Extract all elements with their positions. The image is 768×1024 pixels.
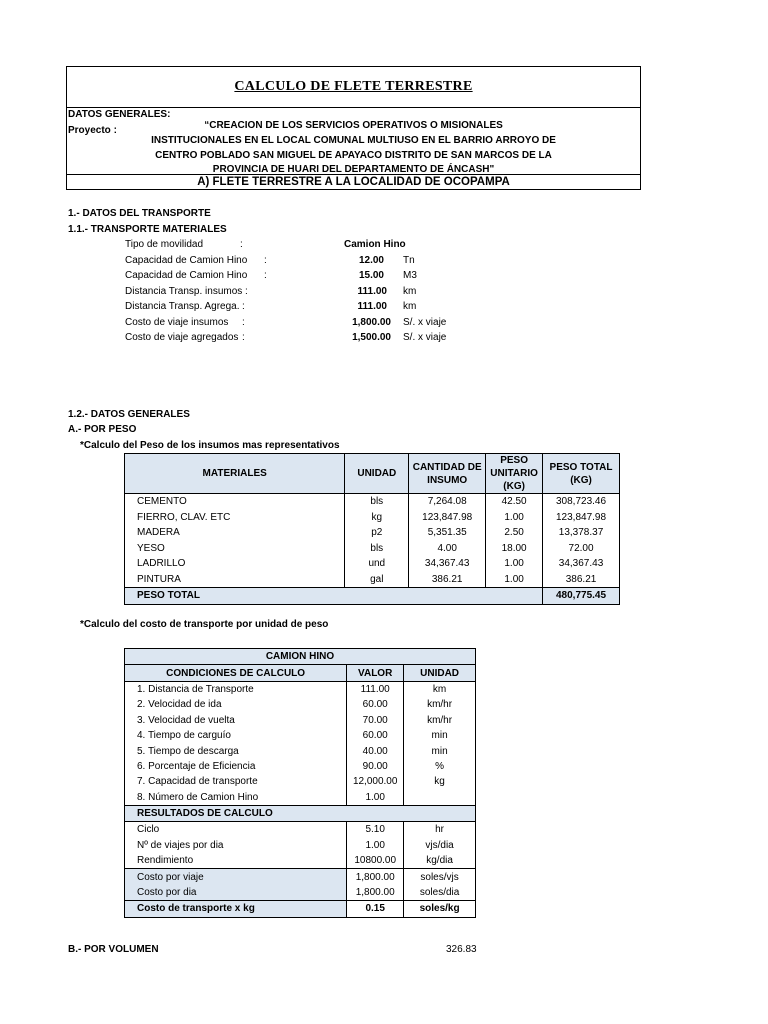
by-weight-heading: A.- POR PESO [68,424,137,435]
material-name: YESO [125,541,345,557]
condition-label: 1. Distancia de Transporte [125,681,347,697]
material-quantity: 34,367.43 [409,556,486,572]
col-header-value: VALOR [347,665,404,681]
table-row [125,853,476,869]
table-row [125,525,620,541]
material-unit-weight: 1.00 [486,572,543,588]
transport-label: Costo de viaje agregados [125,332,239,343]
table-row [125,572,620,588]
table-row [125,743,476,758]
condition-label: 4. Tiempo de carguío [125,728,347,743]
general-heading: 1.2.- DATOS GENERALES [68,409,190,420]
transport-label: Costo de viaje insumos [125,317,229,328]
total-value: 480,775.45 [543,588,620,605]
transport-value: 15.00 [358,270,384,281]
material-name: LADRILLO [125,556,345,572]
transport-unit: M3 [403,270,417,281]
col-header-unit: UNIDAD [345,454,409,494]
result-value: 1.00 [347,838,404,853]
page-title: CALCULO DE FLETE TERRESTRE [234,79,473,94]
materials-table [124,453,620,605]
cost-note: *Calculo del costo de transporte por unidad de peso [80,619,329,630]
condition-value: 40.00 [347,743,404,758]
material-unit-weight: 1.00 [486,556,543,572]
result-label: Rendimiento [125,853,347,869]
by-volume-value: 326.83 [446,944,477,955]
transport-unit: S/. x viaje [403,332,447,343]
material-name: PINTURA [125,572,345,588]
transport-unit: Tn [403,255,415,266]
table-row [125,556,620,572]
result-label: Ciclo [125,822,347,838]
material-unit: p2 [345,525,409,541]
result-value: 10800.00 [347,853,404,869]
project-line-4: PROVINCIA DE HUARI DEL DEPARTAMENTO DE ÁNCASH" [212,164,495,175]
cost-label: Costo por dia [125,885,347,901]
by-volume-heading: B.- POR VOLUMEN [68,944,159,955]
total-row [125,588,620,605]
transport-label: Capacidad de Camion Hino [125,270,248,281]
condition-label: 3. Velocidad de vuelta [125,713,347,728]
title-row [67,67,640,108]
material-total-weight: 386.21 [543,572,620,588]
col-header-conditions: CONDICIONES DE CALCULO [125,665,347,681]
general-data-label: DATOS GENERALES: [68,109,171,120]
material-name: CEMENTO [125,494,345,510]
transport-label: Distancia Transp. Agrega. [125,301,240,312]
results-header-row [125,805,476,821]
results-label: RESULTADOS DE CALCULO [125,805,476,821]
condition-value: 90.00 [347,759,404,774]
condition-label: 5. Tiempo de descarga [125,743,347,758]
col-header-quantity: CANTIDAD DE INSUMO [409,454,486,494]
transport-label: Tipo de movilidad [125,239,204,250]
condition-unit: min [404,743,476,758]
col-header-total-weight: PESO TOTAL (KG) [543,454,620,494]
table-row [125,494,620,510]
material-name: FIERRO, CLAV. ETC [125,510,345,526]
condition-label: 6. Porcentaje de Eficiencia [125,759,347,774]
table-row [125,728,476,743]
project-line-2: INSTITUCIONALES EN EL LOCAL COMUNAL MULTIUSO EN EL BARRIO ARROYO DE [151,135,556,146]
transport-colon: : [242,317,245,328]
table-row [125,790,476,806]
transport-colon: : [264,270,267,281]
table-row [125,774,476,789]
result-unit: hr [404,822,476,838]
table-row [125,885,476,901]
material-unit: kg [345,510,409,526]
transport-materials-heading: 1.1.- TRANSPORTE MATERIALES [68,224,227,235]
result-label: Nº de viajes por dia [125,838,347,853]
material-total-weight: 308,723.46 [543,494,620,510]
condition-unit: kg [404,774,476,789]
condition-unit: km [404,681,476,697]
cost-value: 1,800.00 [347,869,404,885]
material-unit: gal [345,572,409,588]
final-cost-value: 0.15 [347,901,404,917]
material-unit-weight: 42.50 [486,494,543,510]
material-total-weight: 13,378.37 [543,525,620,541]
transport-vehicle-value: Camion Hino [344,239,406,250]
material-unit-weight: 18.00 [486,541,543,557]
weight-note: *Calculo del Peso de los insumos mas representativos [80,440,340,451]
material-unit: bls [345,541,409,557]
transport-value: 12.00 [358,255,384,266]
condition-unit: km/hr [404,697,476,712]
table-row [125,697,476,712]
project-label: Proyecto : [68,125,117,136]
conditions-title-row [125,649,476,665]
material-unit: bls [345,494,409,510]
material-name: MADERA [125,525,345,541]
cost-value: 1,800.00 [347,885,404,901]
section-title: A) FLETE TERRESTRE A LA LOCALIDAD DE OCOPAMPA [67,174,640,190]
condition-value: 111.00 [347,681,404,697]
material-unit-weight: 1.00 [486,510,543,526]
result-value: 5.10 [347,822,404,838]
cost-label: Costo por viaje [125,869,347,885]
material-quantity: 5,351.35 [409,525,486,541]
transport-unit: km [403,286,417,297]
material-quantity: 4.00 [409,541,486,557]
table-row [125,759,476,774]
transport-value: 1,500.00 [352,332,391,343]
conditions-table [124,648,476,918]
material-quantity: 386.21 [409,572,486,588]
condition-value: 70.00 [347,713,404,728]
condition-value: 60.00 [347,697,404,712]
table-row [125,838,476,853]
transport-unit: S/. x viaje [403,317,447,328]
condition-label: 2. Velocidad de ida [125,697,347,712]
final-cost-label: Costo de transporte x kg [125,901,347,917]
table-row [125,541,620,557]
table-header-row [125,454,620,494]
transport-colon: : [240,239,243,250]
truck-title: CAMION HINO [125,649,476,665]
transport-heading: 1.- DATOS DEL TRANSPORTE [68,208,211,219]
transport-colon: : [264,255,267,266]
col-header-unit-weight: PESO UNITARIO (KG) [486,454,543,494]
col-header-unit: UNIDAD [404,665,476,681]
project-line-1: “CREACION DE LOS SERVICIOS OPERATIVOS O MISIONALES [204,120,503,131]
condition-unit: min [404,728,476,743]
table-row [125,681,476,697]
condition-value: 60.00 [347,728,404,743]
condition-value: 1.00 [347,790,404,806]
table-row [125,822,476,838]
material-unit: und [345,556,409,572]
total-label: PESO TOTAL [125,588,543,605]
final-cost-row [125,901,476,917]
transport-value: 111.00 [357,301,387,312]
result-unit: vjs/dia [404,838,476,853]
final-cost-unit: soles/kg [404,901,476,917]
cost-unit: soles/dia [404,885,476,901]
table-row [125,869,476,885]
transport-label: Capacidad de Camion Hino [125,255,248,266]
transport-colon: : [242,301,245,312]
material-unit-weight: 2.50 [486,525,543,541]
project-line-3: CENTRO POBLADO SAN MIGUEL DE APAYACO DISTRITO DE SAN MARCOS DE LA [155,150,552,161]
condition-unit: % [404,759,476,774]
condition-unit: km/hr [404,713,476,728]
result-unit: kg/dia [404,853,476,869]
condition-unit [404,790,476,806]
transport-label: Distancia Transp. insumos : [125,286,248,297]
material-total-weight: 34,367.43 [543,556,620,572]
conditions-header-row [125,665,476,681]
transport-value: 1,800.00 [352,317,391,328]
cost-unit: soles/vjs [404,869,476,885]
condition-label: 7. Capacidad de transporte [125,774,347,789]
transport-colon: : [242,332,245,343]
transport-value: 111.00 [357,286,387,297]
material-total-weight: 72.00 [543,541,620,557]
condition-label: 8. Número de Camion Hino [125,790,347,806]
material-total-weight: 123,847.98 [543,510,620,526]
table-row [125,713,476,728]
transport-unit: km [403,301,417,312]
material-quantity: 7,264.08 [409,494,486,510]
condition-value: 12,000.00 [347,774,404,789]
table-row [125,510,620,526]
material-quantity: 123,847.98 [409,510,486,526]
col-header-materials: MATERIALES [125,454,345,494]
